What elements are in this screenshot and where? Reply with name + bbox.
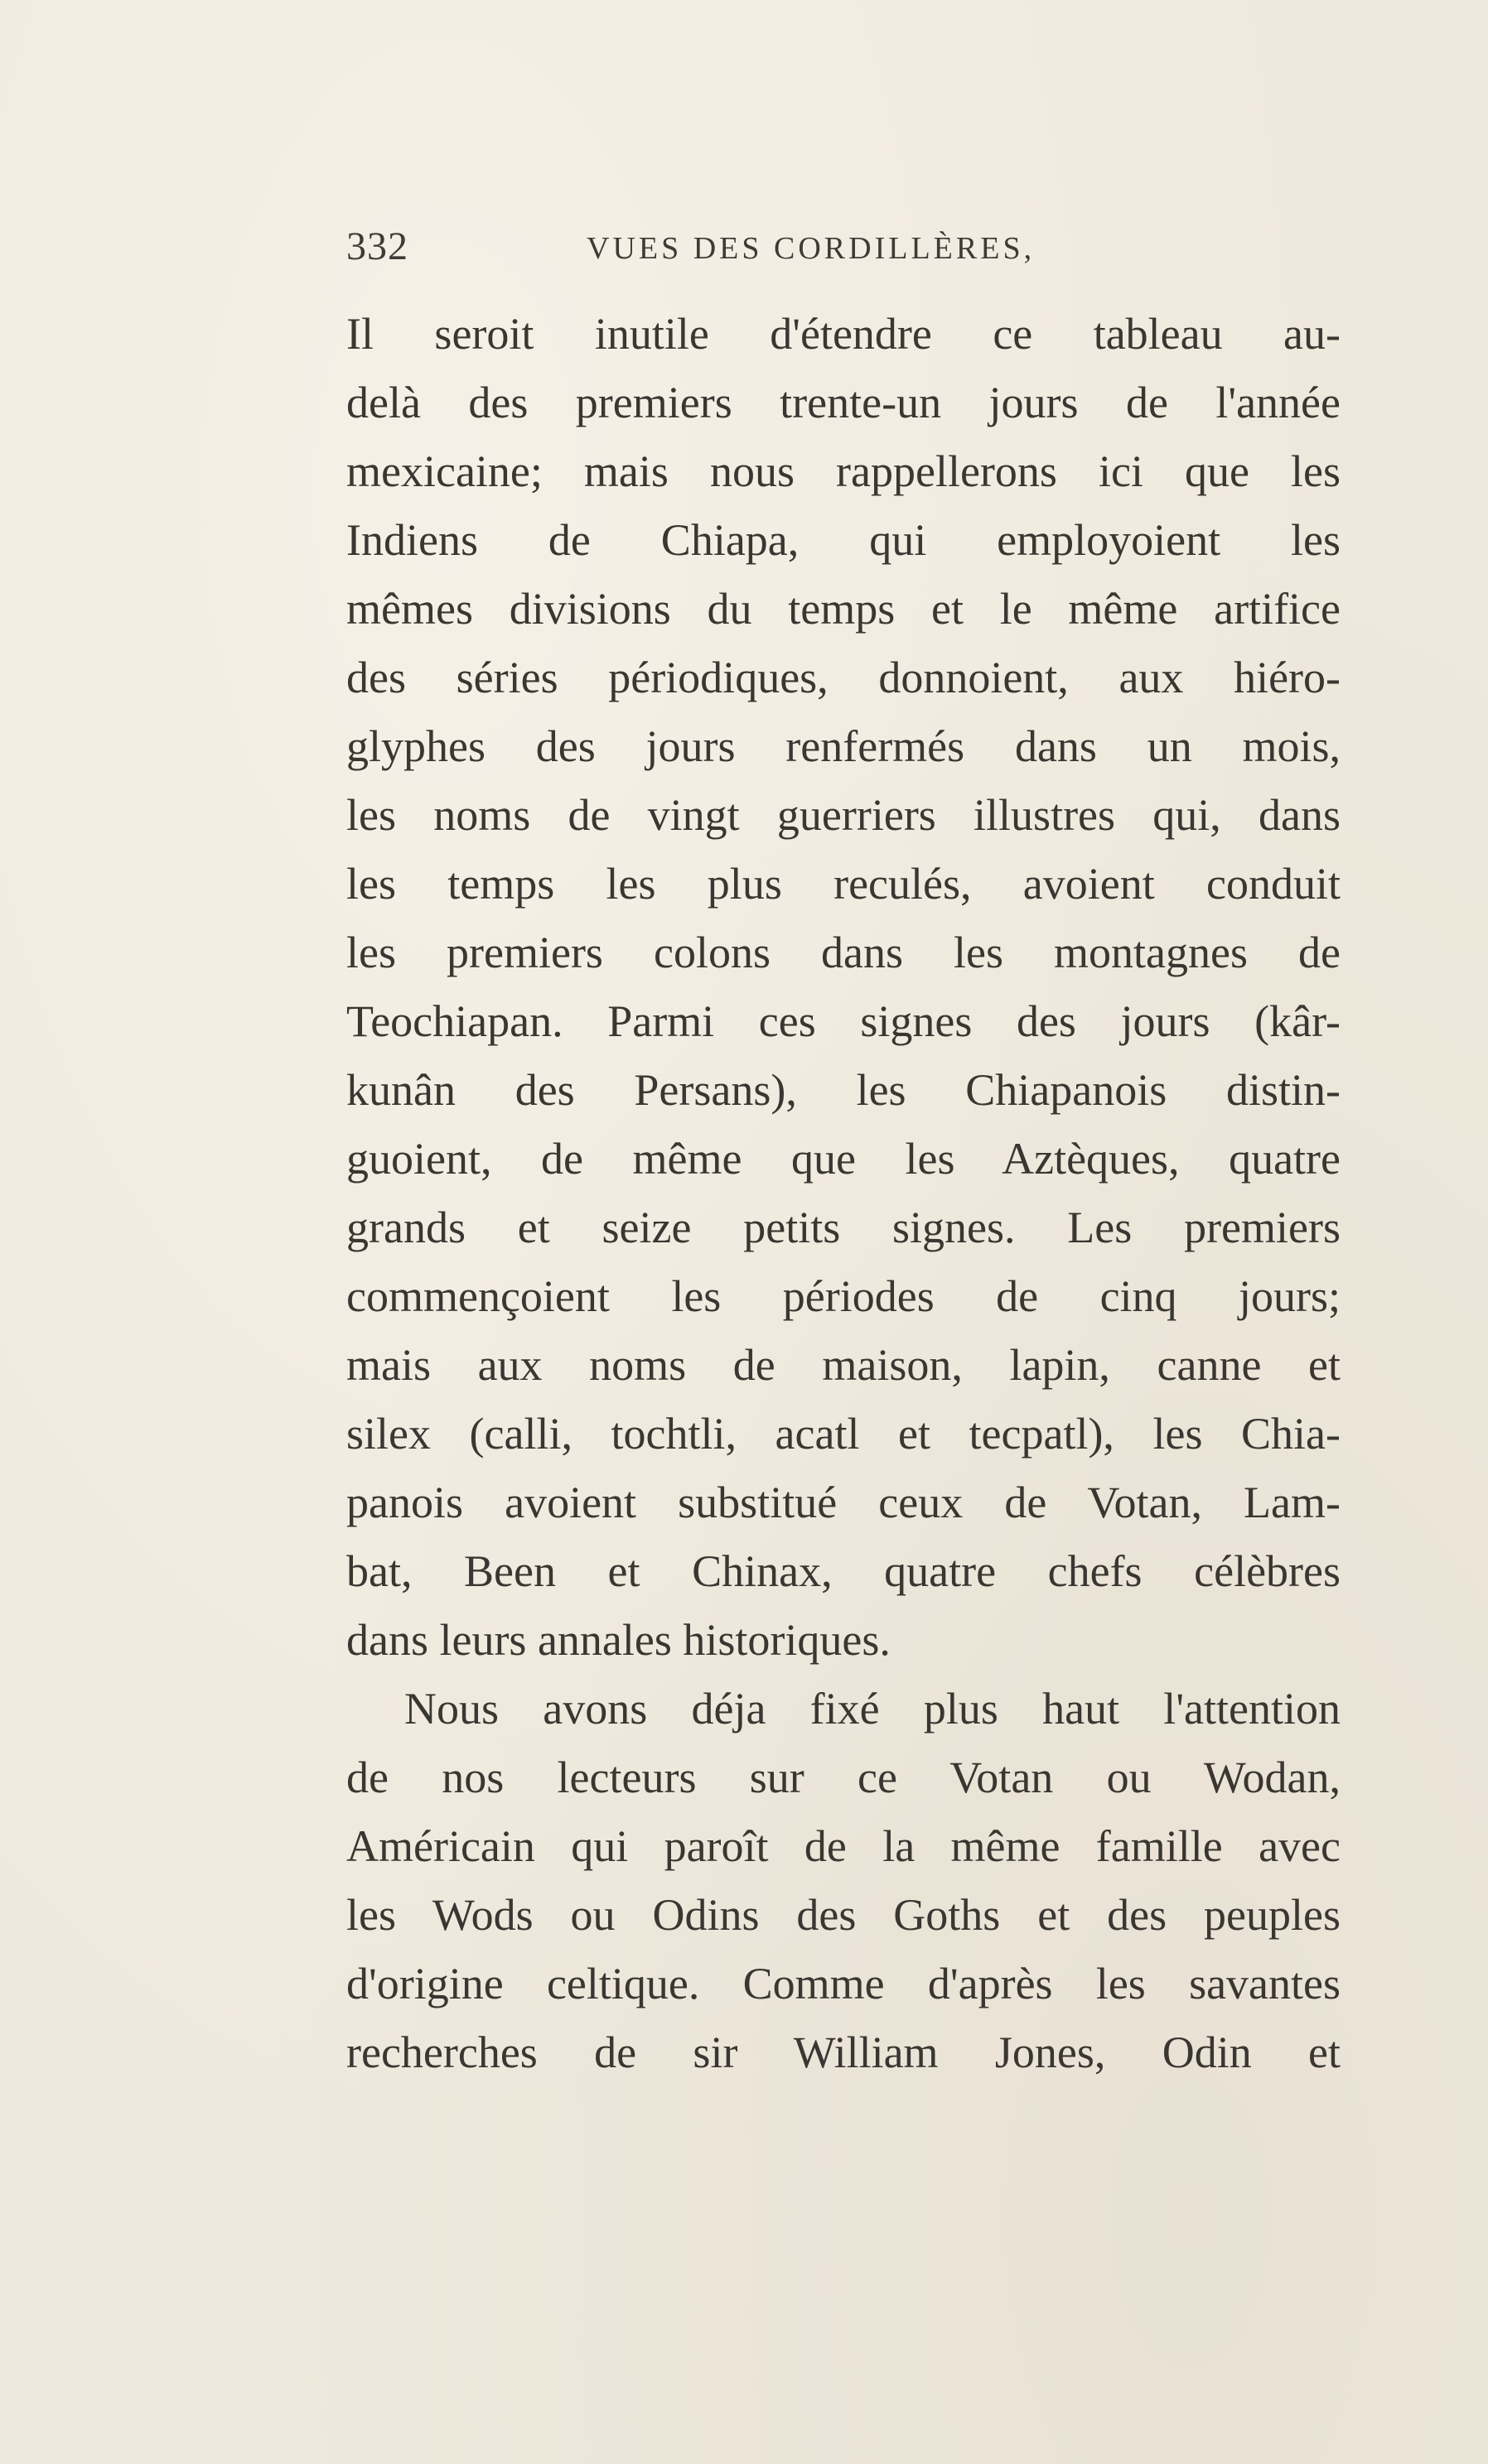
text-line: les Wods ou Odins des Goths et des peuples [346, 1890, 1341, 1940]
text-line: guoient, de même que les Aztèques, quatre [346, 1134, 1341, 1184]
text-line: mexicaine; mais nous rappellerons ici que les [346, 446, 1341, 496]
text-line: bat, Been et Chinax, quatre chefs célèbres [346, 1546, 1341, 1596]
paragraph [346, 300, 1341, 1675]
text-line: les premiers colons dans les montagnes de [346, 928, 1341, 977]
text-line: mais aux noms de maison, lapin, canne et [346, 1340, 1341, 1390]
text-line: recherches de sir William Jones, Odin et [346, 2028, 1341, 2077]
page-header [346, 224, 1365, 282]
text-line: mêmes divisions du temps et le même artifice [346, 584, 1341, 634]
text-line: de nos lecteurs sur ce Votan ou Wodan, [346, 1753, 1341, 1802]
text-line: Nous avons déja fixé plus haut l'attention [404, 1684, 1341, 1733]
running-head: VUES DES CORDILLÈRES, [587, 231, 1036, 266]
text-line: les noms de vingt guerriers illustres qui, dans [346, 790, 1341, 840]
text-line: des séries périodiques, donnoient, aux hiéro- [346, 653, 1341, 702]
text-line: commençoient les périodes de cinq jours; [346, 1271, 1341, 1321]
text-line: kunân des Persans), les Chiapanois distin- [346, 1065, 1341, 1115]
text-line: d'origine celtique. Comme d'après les savantes [346, 1959, 1341, 2008]
text-line: dans leurs annales historiques. [346, 1615, 891, 1665]
text-line: les temps les plus reculés, avoient conduit [346, 859, 1341, 909]
text-line: panois avoient substitué ceux de Votan, Lam- [346, 1478, 1341, 1527]
text-line: Teochiapan. Parmi ces signes des jours (kâr- [346, 996, 1341, 1046]
text-line: silex (calli, tochtli, acatl et tecpatl), les Chia- [346, 1409, 1341, 1459]
paragraph [346, 1675, 1341, 2087]
text-line: Américain qui paroît de la même famille avec [346, 1821, 1341, 1871]
page-number: 332 [346, 224, 408, 268]
body-text [346, 300, 1341, 2087]
text-line: glyphes des jours renfermés dans un mois, [346, 721, 1341, 771]
text-line: Il seroit inutile d'étendre ce tableau au- [346, 309, 1341, 359]
text-line: delà des premiers trente-un jours de l'année [346, 378, 1341, 427]
text-line: grands et seize petits signes. Les premiers [346, 1203, 1341, 1252]
text-line: Indiens de Chiapa, qui employoient les [346, 515, 1341, 565]
